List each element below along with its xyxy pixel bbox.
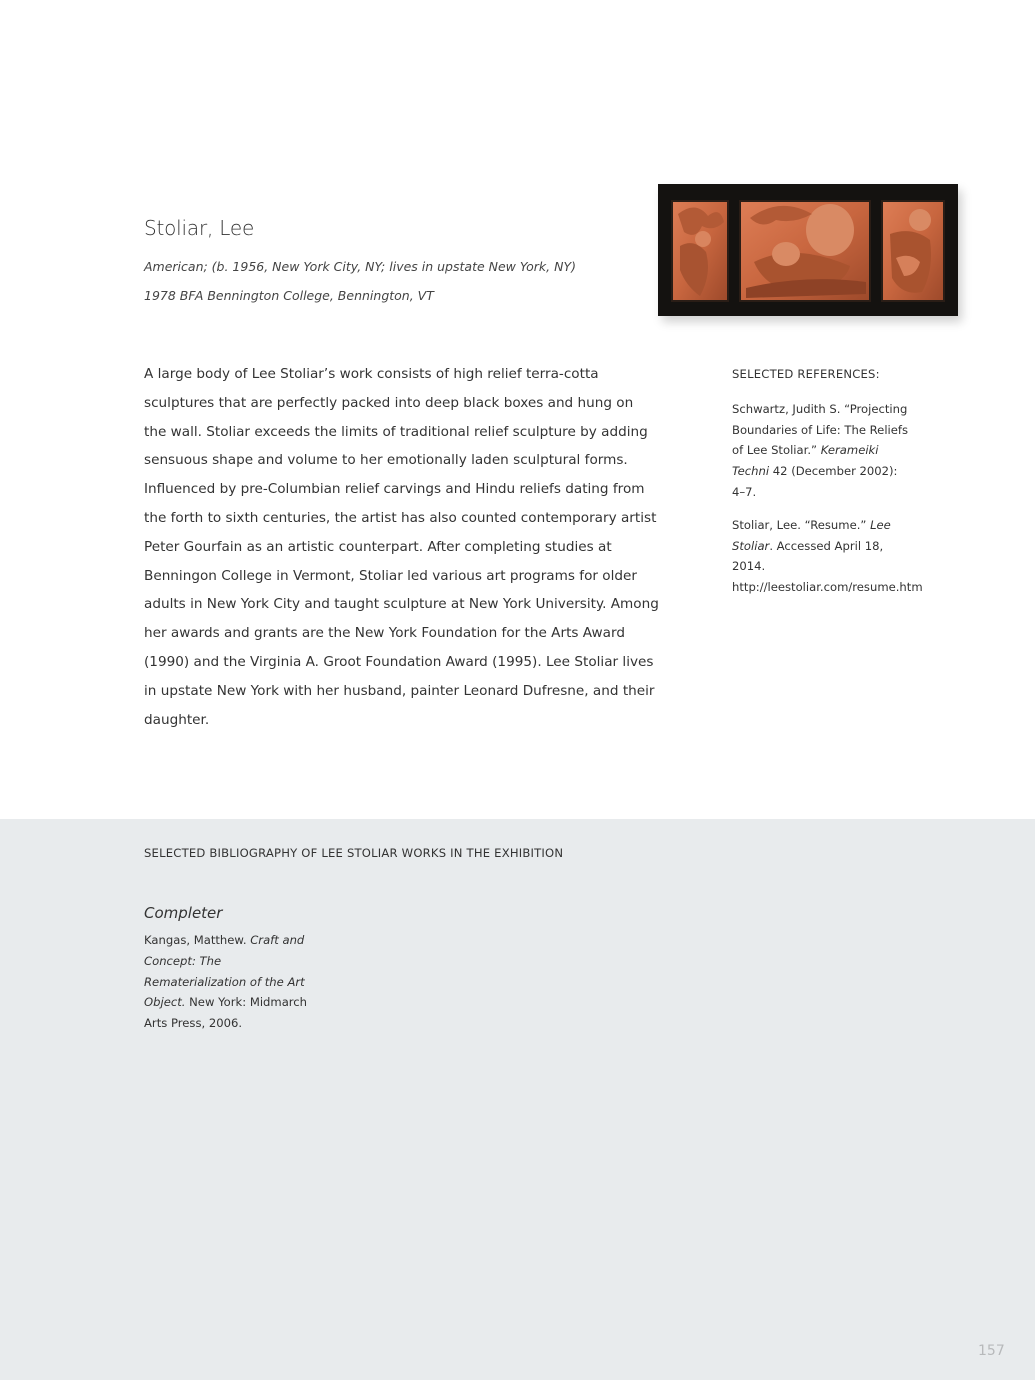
reference-publication: Lee Stoliar	[732, 517, 891, 553]
bibliography-entry	[144, 930, 314, 1034]
artist-bio-origin: American; (b. 1956, New York City, NY; lives in upstate New York, NY)	[144, 259, 576, 274]
bibliography-publisher: New York: Midmarch Arts Press, 2006.	[144, 995, 308, 1031]
essay-paragraph: A large body of Lee Stoliar’s work consists of high relief terra-cotta sculptures that are perfectly packed into deep black boxes and hung on the wall. Stoliar exceeds the limits of traditional relief sculpture by adding sensuous shape and volume to her emotionally laden sculptural forms. Influenced by pre-Columbian relief carvings and Hindu reliefs dating from the forth to sixth centuries, the artist has also counted contemporary artist Peter Gourfain as an artistic counterpart. After completing studies at Benningon College in Vermont, Stoliar led various art programs for older adults in New York City and taught sculpture at New York University. Among her awards and grants are the New York Foundation for the Arts Award (1990) and the Virginia A. Groot Foundation Award (1995). Lee Stoliar lives in upstate New York with her husband, painter Leonard Dufresne, and their daughter.	[144, 366, 659, 728]
reference-entry	[732, 515, 923, 598]
artist-bio-education: 1978 BFA Bennington College, Bennington, VT	[144, 288, 434, 303]
selected-references	[732, 364, 923, 610]
artist-essay	[144, 360, 659, 734]
reference-text: Stoliar, Lee. “Resume.”	[732, 517, 871, 532]
reference-text: . Accessed April 18, 2014. http://leestoliar.com/resume.htm	[732, 538, 923, 595]
references-heading: SELECTED REFERENCES:	[732, 367, 880, 381]
reference-text: 42 (December 2002): 4–7.	[732, 464, 898, 499]
terracotta-relief-image	[658, 184, 958, 316]
work-title: Completer	[144, 904, 223, 922]
artwork-image	[658, 184, 958, 316]
page-number: 157	[978, 1343, 1005, 1359]
bibliography-section	[0, 819, 1035, 1380]
bibliography-book-title: Craft and Concept: The Rematerialization of the Art Object.	[144, 933, 305, 1010]
reference-publication: Kerameiki Techni	[732, 443, 879, 479]
artist-name: Stoliar, Lee	[144, 216, 255, 240]
bibliography-heading: SELECTED BIBLIOGRAPHY OF LEE STOLIAR WORKS IN THE EXHIBITION	[144, 846, 564, 860]
reference-entry	[732, 399, 912, 503]
reference-text: Schwartz, Judith S. “Projecting Boundaries of Life: The Reliefs of Lee Stoliar.”	[732, 401, 909, 458]
bibliography-author: Kangas, Matthew.	[144, 933, 251, 947]
